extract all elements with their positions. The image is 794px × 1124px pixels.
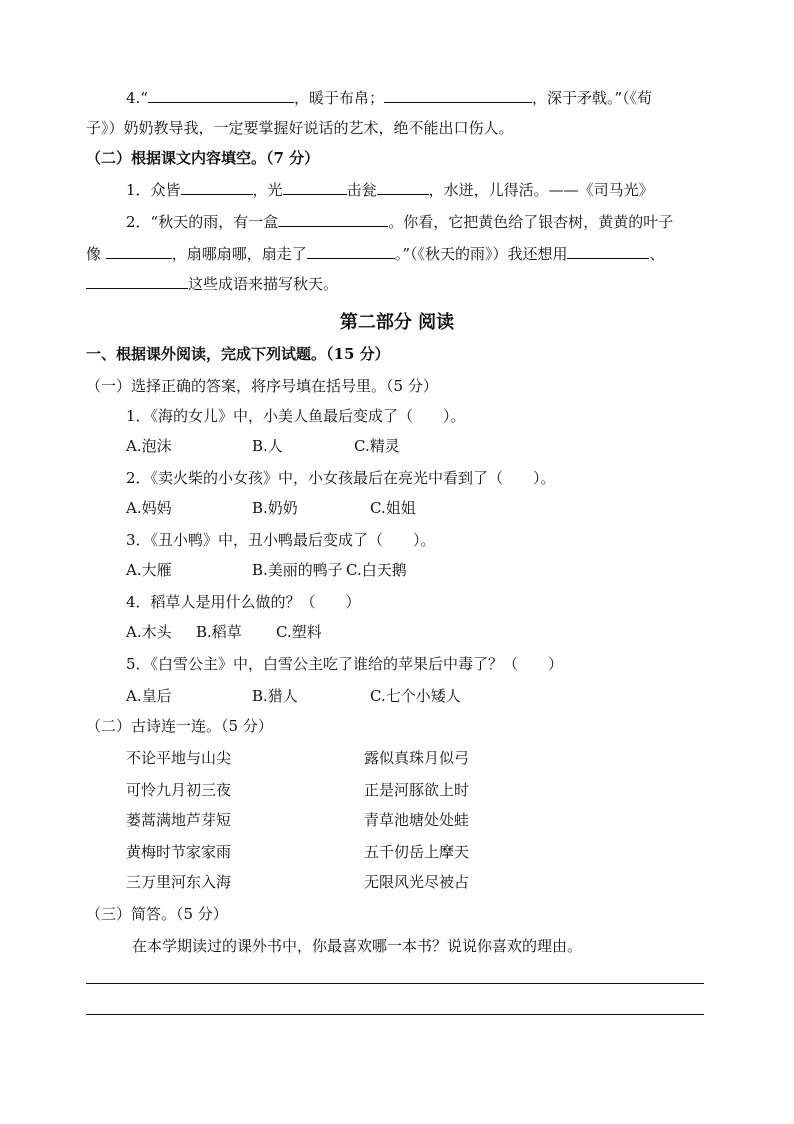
poem-left-4[interactable]: 黄梅时节家家雨 — [126, 843, 232, 861]
reading-sub1: （一）选择正确的答案，将序号填在括号里。（5 分） — [86, 377, 438, 395]
poem-right-3[interactable]: 青草池塘处处蛙 — [364, 811, 470, 829]
part2-title: 第二部分 阅读 — [339, 312, 455, 333]
mc5-option-b[interactable]: B.猎人 — [252, 687, 298, 705]
reading-sub3: （三）简答。（5 分） — [86, 905, 228, 923]
poem-left-2[interactable]: 可怜九月初三夜 — [126, 781, 232, 799]
fill-q2-text-c: 像 — [86, 245, 102, 263]
mc-options-1 — [0, 436, 794, 456]
mc-options-3 — [0, 560, 794, 580]
fill-q2-line2 — [86, 244, 665, 264]
mc4-option-b[interactable]: B.稻草 — [196, 623, 242, 641]
fill-q2-blank-2[interactable] — [106, 244, 172, 259]
fill-q1-blank-3[interactable] — [377, 180, 429, 195]
fill-q1-blank-2[interactable] — [283, 180, 347, 195]
fill-q2-text-f: 、 — [649, 245, 665, 263]
mc3-option-a[interactable]: A.大雁 — [126, 561, 172, 579]
mc-question-4: 4．稻草人是用什么做的？（ ） — [126, 593, 361, 611]
answer-line-1[interactable] — [86, 983, 704, 984]
answer-line-2[interactable] — [86, 1014, 704, 1015]
fill-q2-text-e: 。”（《秋天的雨》）我还想用 — [394, 245, 568, 263]
fill-q2-blank-5[interactable] — [86, 274, 188, 289]
mc4-option-a[interactable]: A.木头 — [126, 623, 172, 641]
q4-blank-1[interactable] — [148, 88, 294, 103]
mc4-option-c[interactable]: C.塑料 — [276, 623, 322, 641]
poem-right-4[interactable]: 五千仞岳上摩天 — [364, 843, 470, 861]
mc1-option-b[interactable]: B.人 — [252, 437, 283, 455]
section2-heading: （二）根据课文内容填空。（7 分） — [86, 149, 320, 167]
mc-question-1: 1．《海的女儿》中，小美人鱼最后变成了（ ）。 — [126, 407, 466, 425]
fill-q2-text-d: ，扇哪扇哪，扇走了 — [171, 245, 307, 263]
mc3-option-b[interactable]: B.美丽的鸭子 — [252, 561, 343, 579]
mc-question-3: 3．《丑小鸭》中，丑小鸭最后变成了（ ）。 — [126, 531, 436, 549]
poem-left-5[interactable]: 三万里河东入海 — [126, 873, 232, 891]
fill-q1-text-b: ，光 — [252, 181, 283, 199]
mc2-option-a[interactable]: A.妈妈 — [126, 499, 172, 517]
reading-sub2: （二）古诗连一连。（5 分） — [86, 717, 273, 735]
mc-options-4 — [0, 622, 794, 642]
q4-line1 — [126, 88, 652, 108]
fill-q1 — [126, 180, 654, 200]
q4-text-b: ，暖于布帛； — [293, 89, 384, 107]
fill-q2-blank-4[interactable] — [567, 244, 649, 259]
fill-q1-text-d: ，水迸，儿得活。——《司马光》 — [428, 181, 654, 199]
fill-q2-line1 — [126, 212, 673, 232]
mc5-option-a[interactable]: A.皇后 — [126, 687, 172, 705]
poem-right-2[interactable]: 正是河豚欲上时 — [364, 781, 470, 799]
fill-q2-text-a: 2．“秋天的雨，有一盒 — [126, 213, 279, 231]
fill-q2-text-b: 。你看，它把黄色给了银杏树，黄黄的叶子 — [388, 213, 674, 231]
reading-heading: 一、根据课外阅读，完成下列试题。（15 分） — [86, 345, 390, 363]
poem-left-3[interactable]: 蒌蒿满地芦芽短 — [126, 811, 232, 829]
poem-left-1[interactable]: 不论平地与山尖 — [126, 749, 232, 767]
mc1-option-c[interactable]: C.精灵 — [354, 437, 400, 455]
fill-q2-line3 — [86, 274, 338, 294]
mc-question-2: 2．《卖火柴的小女孩》中，小女孩最后在亮光中看到了（ ）。 — [126, 469, 556, 487]
fill-q1-text-a: 1．众皆 — [126, 181, 181, 199]
poem-right-1[interactable]: 露似真珠月似弓 — [364, 749, 470, 767]
q4-text-a: 4.“ — [126, 89, 148, 107]
mc1-option-a[interactable]: A.泡沫 — [126, 437, 172, 455]
sub3-question: 在本学期读过的课外书中，你最喜欢哪一本书？说说你喜欢的理由。 — [132, 937, 583, 955]
fill-q1-blank-1[interactable] — [181, 180, 253, 195]
poem-right-5[interactable]: 无限风光尽被占 — [364, 873, 470, 891]
mc3-option-c[interactable]: C.白天鹅 — [346, 561, 407, 579]
fill-q1-text-c: 击瓮 — [346, 181, 377, 199]
mc2-option-c[interactable]: C.姐姐 — [370, 499, 416, 517]
mc-options-5 — [0, 686, 794, 706]
q4-blank-2[interactable] — [384, 88, 532, 103]
fill-q2-blank-3[interactable] — [307, 244, 395, 259]
mc-options-2 — [0, 498, 794, 518]
q4-line2: 子》）奶奶教导我，一定要掌握好说话的艺术，绝不能出口伤人。 — [86, 119, 514, 137]
mc2-option-b[interactable]: B.奶奶 — [252, 499, 298, 517]
q4-text-c: ，深于矛戟。”（《荀 — [532, 89, 653, 107]
mc-question-5: 5．《白雪公主》中，白雪公主吃了谁给的苹果后中毒了？（ ） — [126, 655, 564, 673]
fill-q2-blank-1[interactable] — [278, 212, 388, 227]
fill-q2-text-g: 这些成语来描写秋天。 — [188, 275, 339, 293]
mc5-option-c[interactable]: C.七个小矮人 — [370, 687, 461, 705]
